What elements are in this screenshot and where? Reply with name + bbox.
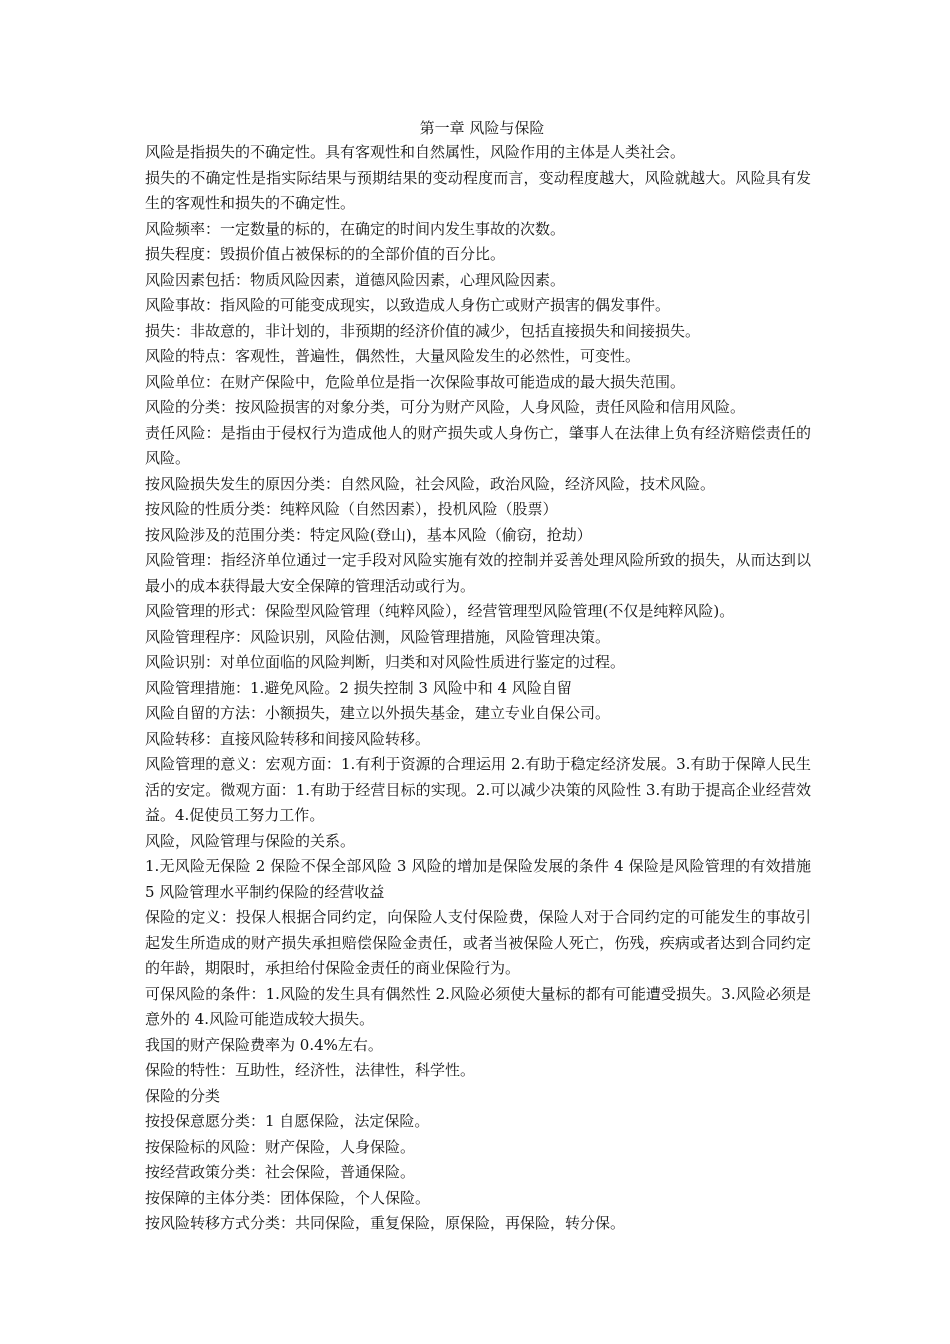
paragraph: 保险的定义：投保人根据合同约定，向保险人支付保险费，保险人对于合同约定的可能发生的事故引起发生所造成的财产损失承担赔偿保险金责任，或者当被保险人死亡，伤残，疾病或者达到合同约定的年龄，期限时，承担给付保险金责任的商业保险行为。	[145, 908, 811, 977]
paragraph: 按保障的主体分类：团体保险，个人保险。	[145, 1188, 431, 1207]
paragraph: 风险转移：直接风险转移和间接风险转移。	[145, 729, 431, 748]
paragraph: 可保风险的条件：1.风险的发生具有偶然性 2.风险必须使大量标的都有可能遭受损失。3.风险必须是意外的 4.风险可能造成较大损失。	[145, 984, 811, 1028]
chapter-title: 第一章 风险与保险	[419, 119, 545, 137]
paragraph: 按风险的性质分类：纯粹风险（自然因素），投机风险（股票）	[145, 500, 558, 518]
paragraph: 损失程度：毁损价值占被保标的的全部价值的百分比。	[145, 245, 506, 263]
paragraph: 风险管理程序：风险识别，风险估测，风险管理措施，风险管理决策。	[145, 627, 611, 646]
paragraph: 按风险涉及的范围分类：特定风险(登山)，基本风险（偷窃，抢劫）	[145, 525, 592, 544]
paragraph: 责任风险：是指由于侵权行为造成他人的财产损失或人身伤亡，肇事人在法律上负有经济赔偿责任的风险。	[145, 423, 811, 467]
paragraph: 风险事故：指风险的可能变成现实，以致造成人身伤亡或财产损害的偶发事件。	[145, 296, 671, 314]
paragraph: 风险管理：指经济单位通过一定手段对风险实施有效的控制并妥善处理风险所致的损失，从而达到以最小的成本获得最大安全保障的管理活动或行为。	[145, 551, 811, 595]
paragraph: 风险频率：一定数量的标的，在确定的时间内发生事故的次数。	[145, 219, 566, 238]
paragraph: 风险自留的方法：小额损失，建立以外损失基金，建立专业自保公司。	[145, 704, 611, 722]
paragraph: 1.无风险无保险 2 保险不保全部风险 3 风险的增加是保险发展的条件 4 保险是风险管理的有效措施 5 风险管理水平制约保险的经营收益	[145, 857, 811, 901]
paragraph: 按经营政策分类：社会保险，普通保险。	[145, 1163, 416, 1181]
paragraph: 风险的特点：客观性，普遍性，偶然性，大量风险发生的必然性，可变性。	[145, 347, 641, 365]
paragraph: 损失的不确定性是指实际结果与预期结果的变动程度而言，变动程度越大，风险就越大。风险具有发生的客观性和损失的不确定性。	[145, 168, 811, 212]
paragraph: 保险的特性：互助性，经济性，法律性，科学性。	[145, 1061, 476, 1079]
paragraph: 风险管理的形式：保险型风险管理（纯粹风险），经营管理型风险管理(不仅是纯粹风险)。	[145, 602, 735, 620]
paragraph: 风险管理的意义：宏观方面：1.有利于资源的合理运用 2.有助于稳定经济发展。3.有助于保障人民生活的安定。微观方面：1.有助于经营目标的实现。2.可以减少决策的风险性 3.有助于提高企业经营效益。4.促使员工努力工作。	[145, 755, 811, 824]
paragraph: 按风险损失发生的原因分类：自然风险，社会风险，政治风险，经济风险，技术风险。	[145, 474, 716, 493]
paragraph: 风险是指损失的不确定性。具有客观性和自然属性，风险作用的主体是人类社会。	[145, 143, 686, 161]
paragraph: 我国的财产保险费率为 0.4%左右。	[145, 1035, 383, 1054]
paragraph: 按保险标的风险：财产保险，人身保险。	[145, 1137, 416, 1156]
paragraph: 按投保意愿分类：1 自愿保险，法定保险。	[145, 1112, 430, 1130]
paragraph: 风险的分类：按风险损害的对象分类，可分为财产风险，人身风险，责任风险和信用风险。	[145, 398, 746, 416]
paragraph: 风险，风险管理与保险的关系。	[145, 831, 356, 850]
paragraph: 保险的分类	[145, 1086, 221, 1105]
paragraph: 风险识别：对单位面临的风险判断，归类和对风险性质进行鉴定的过程。	[145, 653, 626, 671]
document-body	[145, 116, 811, 1237]
paragraph: 损失：非故意的，非计划的，非预期的经济价值的减少，包括直接损失和间接损失。	[145, 321, 701, 340]
paragraph: 按风险转移方式分类：共同保险，重复保险，原保险，再保险，转分保。	[145, 1214, 626, 1232]
paragraph: 风险管理措施：1.避免风险。2 损失控制 3 风险中和 4 风险自留	[145, 678, 572, 697]
paragraph: 风险单位：在财产保险中，危险单位是指一次保险事故可能造成的最大损失范围。	[145, 372, 686, 391]
paragraph: 风险因素包括：物质风险因素，道德风险因素，心理风险因素。	[145, 270, 566, 289]
